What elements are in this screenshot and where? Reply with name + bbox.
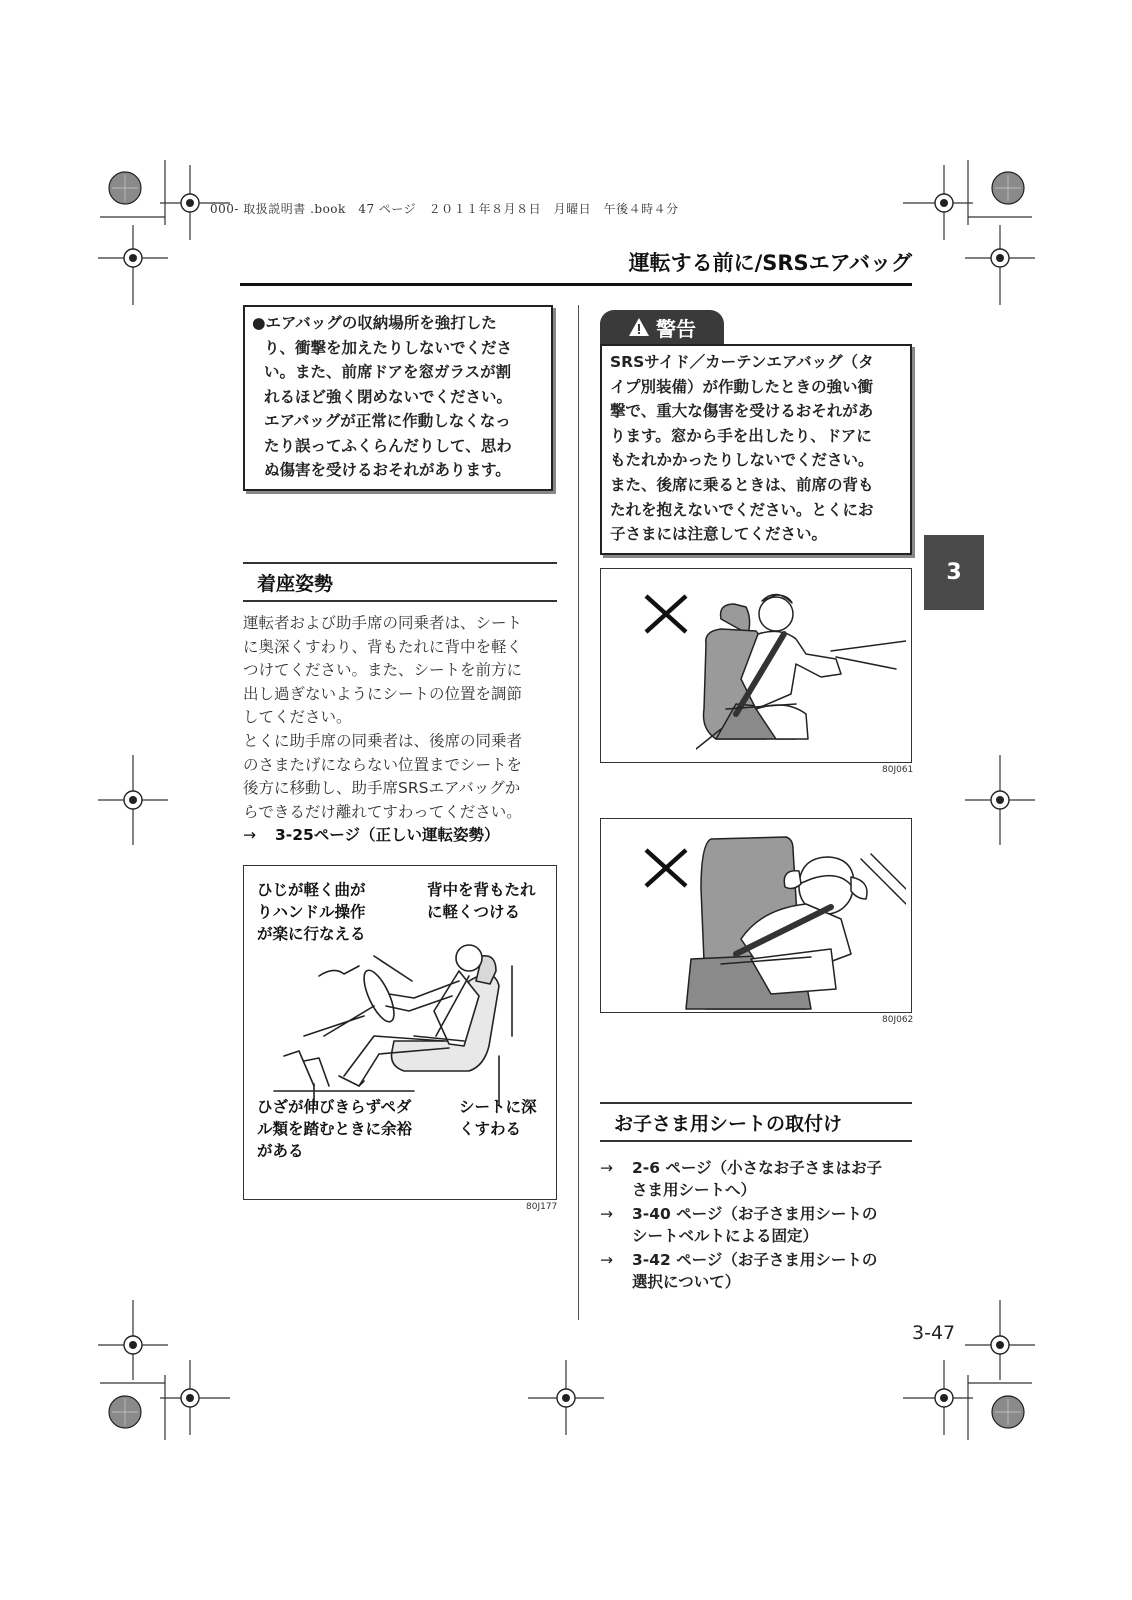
warning-line: たれを抱えないでください。とくにお: [610, 500, 874, 519]
warning-line: イプ別装備）が作動したときの強い衝: [610, 377, 874, 396]
seating-line: 出し過ぎないようにシートの位置を調節: [243, 684, 523, 703]
child-passenger-illustration: [681, 829, 906, 1011]
figure-child-leaning: [600, 818, 912, 1013]
seating-line: とくに助手席の同乗者は、後席の同乗者: [243, 731, 523, 750]
seating-line: してください。: [243, 708, 352, 727]
child-seat-heading: お子さま用シートの取付け: [600, 1102, 912, 1142]
seating-line: 運転者および助手席の同乗者は、シート: [243, 614, 523, 632]
caution-line: り、衝撃を加えたりしないでくださ: [264, 338, 513, 357]
ref-line: さま用シートへ）: [632, 1181, 757, 1199]
label-line: ル類を踏むときに余裕: [257, 1120, 413, 1138]
ref-line: 3-40 ページ（お子さま用シートの: [632, 1205, 878, 1223]
label-line: りハンドル操作: [257, 903, 366, 921]
leaning-passenger-illustration: [696, 579, 906, 761]
label-line: が楽に行なえる: [257, 925, 366, 943]
seating-line: 後方に移動し、助手席SRSエアバッグか: [243, 779, 521, 798]
seating-body: [243, 612, 557, 848]
child-seat-references: [600, 1157, 920, 1295]
ref-arrow: →: [600, 1251, 613, 1269]
ref-arrow: →: [243, 826, 256, 845]
caution-line: ●エアバッグの収納場所を強打した: [252, 314, 497, 332]
reference-item[interactable]: [600, 1157, 920, 1201]
seating-line: に奥深くすわり、背もたれに背中を軽く: [243, 637, 523, 656]
reference-item[interactable]: [600, 1203, 920, 1247]
caution-line: ぬ傷害を受けるおそれがあります。: [264, 461, 511, 479]
column-divider: [578, 305, 579, 1320]
section-header: 運転する前に/SRSエアバッグ: [240, 247, 912, 286]
caution-line: れるほど強く閉めないでください。: [264, 387, 513, 406]
ref-line: 選択について）: [632, 1273, 741, 1291]
label-knee: [257, 1096, 412, 1162]
ref-text: [632, 1249, 877, 1293]
driver-posture-illustration: [264, 936, 544, 1106]
label-line: がある: [257, 1142, 304, 1160]
caution-line: い。また、前席ドアを窓ガラスが割: [264, 363, 512, 381]
label-line: ひじが軽く曲が: [257, 881, 366, 899]
seating-line: のさまたげにならない位置までシートを: [243, 755, 523, 774]
warning-line: SRSサイド／カーテンエアバッグ（タ: [610, 353, 874, 371]
ref-line: 3-42 ページ（お子さま用シートの: [632, 1251, 878, 1269]
seating-line: つけてください。また、シートを前方に: [243, 661, 523, 680]
caution-line: たり誤ってふくらんだりして、思わ: [264, 436, 512, 455]
warning-line: 子さまには注意してください。: [610, 525, 828, 544]
warning-box: [600, 344, 912, 555]
ref-text: [632, 1203, 877, 1247]
label-line: ひざが伸びきらずペダ: [257, 1098, 412, 1116]
figure-code: 80J061: [882, 765, 914, 775]
caution-line: エアバッグが正常に作動しなくなっ: [264, 412, 511, 430]
warning-line: 撃で、重大な傷害を受けるおそれがあ: [610, 402, 874, 421]
ref-line: 2-6 ページ（小さなお子さまはお子: [632, 1159, 883, 1177]
ref-arrow: →: [600, 1159, 613, 1177]
ref-link-3-25[interactable]: 3-25ページ（正しい運転姿勢）: [275, 826, 500, 845]
warning-line: ります。窓から手を出したり、ドアに: [610, 426, 872, 445]
figure-code: 80J177: [526, 1202, 558, 1212]
caution-note-box: [243, 305, 553, 491]
prohibited-x-icon: [643, 593, 689, 635]
warning-triangle-icon: [628, 317, 650, 337]
figure-code: 80J062: [882, 1015, 914, 1025]
label-seat: [459, 1096, 537, 1140]
warning-line: また、後席に乗るときは、前席の背も: [610, 475, 874, 494]
figure-leaning-door: [600, 568, 912, 763]
warning-tag-label: 警告: [656, 316, 696, 341]
seating-reference: [243, 824, 557, 848]
warning-tag: [600, 310, 724, 344]
reference-item[interactable]: [600, 1249, 920, 1293]
chapter-tab: 3: [924, 535, 984, 610]
label-line: シートに深: [459, 1098, 537, 1116]
page-number: 3-47: [912, 1322, 956, 1344]
ref-line: シートベルトによる固定）: [632, 1227, 819, 1245]
warning-line: もたれかかったりしないでください。: [610, 451, 874, 470]
ref-arrow: →: [600, 1205, 613, 1223]
posture-figure: [243, 865, 557, 1200]
seating-heading: 着座姿勢: [243, 562, 557, 602]
label-back: [427, 879, 536, 923]
label-line: に軽くつける: [427, 903, 521, 921]
seating-line: らできるだけ離れてすわってください。: [243, 802, 522, 821]
print-header: 000- 取扱説明書 .book 47 ページ ２０１１年８月８日 月曜日 午後４時４分: [210, 202, 679, 216]
label-line: 背中を背もたれ: [427, 881, 536, 899]
ref-text: [632, 1157, 882, 1201]
label-line: くすわる: [459, 1120, 522, 1138]
